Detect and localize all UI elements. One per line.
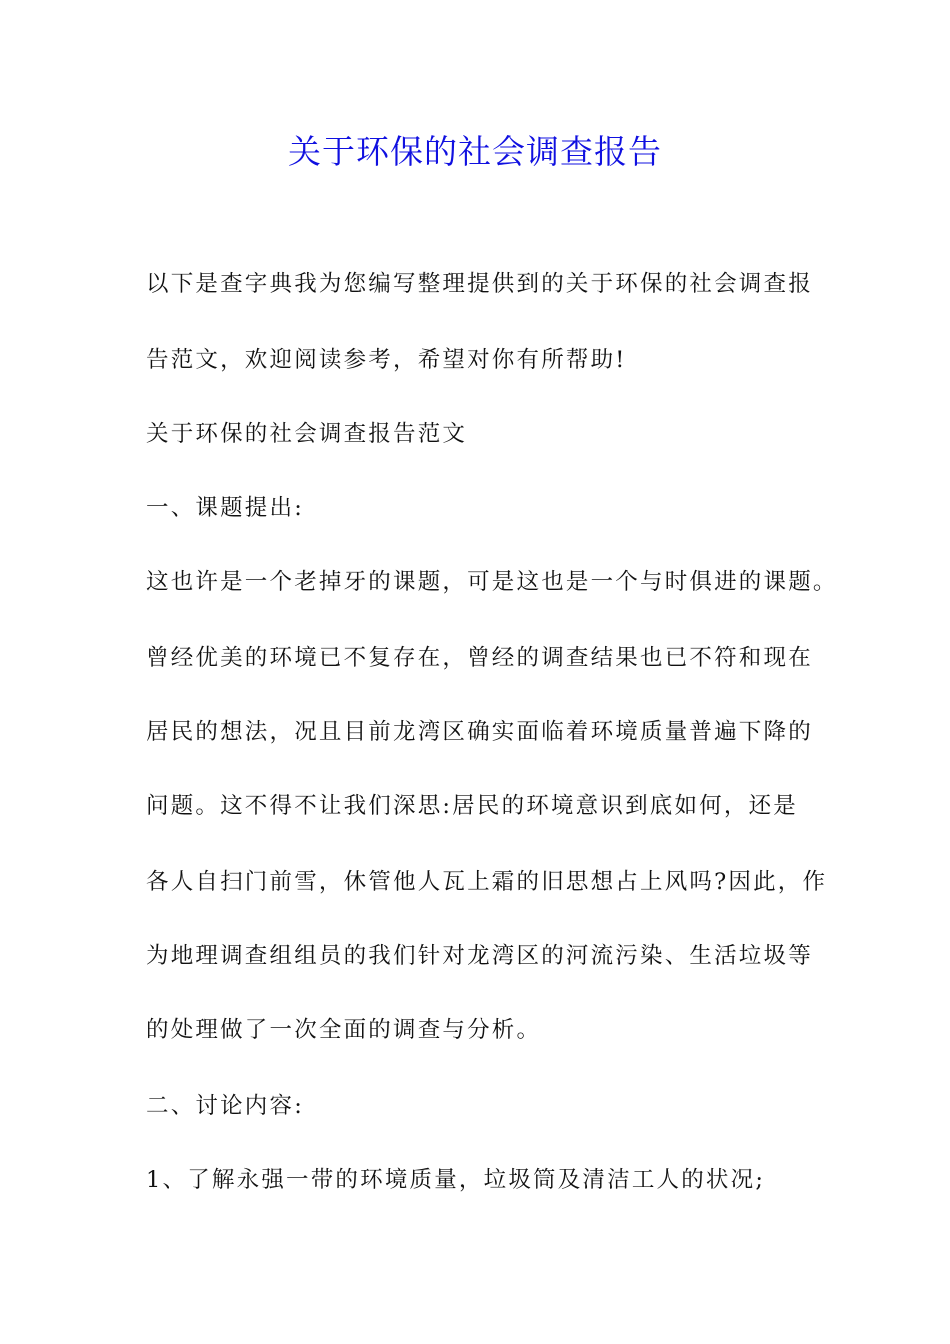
paragraph-line: 以下是查字典我为您编写整理提供到的关于环保的社会调查报 [146, 271, 813, 297]
paragraph-line: 这也许是一个老掉牙的课题，可是这也是一个与时俱进的课题。 [146, 569, 838, 595]
paragraph-line: 的处理做了一次全面的调查与分析。 [146, 1017, 542, 1043]
paragraph-line: 为地理调查组组员的我们针对龙湾区的河流污染、生活垃圾等 [146, 943, 813, 969]
paragraph-line: 各人自扫门前雪，休管他人瓦上霜的旧思想占上风吗?因此，作 [146, 869, 828, 895]
section-heading-line: 二、讨论内容: [146, 1093, 304, 1119]
paragraph-line: 曾经优美的环境已不复存在，曾经的调查结果也已不符和现在 [146, 645, 813, 671]
paragraph-line: 告范文，欢迎阅读参考，希望对你有所帮助! [146, 347, 627, 373]
paragraph-line: 问题。这不得不让我们深思:居民的环境意识到底如何，还是 [146, 793, 798, 819]
section-heading-line: 一、课题提出: [146, 495, 304, 521]
section-heading-line: 关于环保的社会调查报告范文 [146, 421, 468, 447]
document-title: 关于环保的社会调查报告 [288, 132, 662, 171]
list-item-line: 1、了解永强一带的环境质量，垃圾筒及清洁工人的状况; [146, 1167, 766, 1193]
paragraph-line: 居民的想法，况且目前龙湾区确实面临着环境质量普遍下降的 [146, 719, 813, 745]
